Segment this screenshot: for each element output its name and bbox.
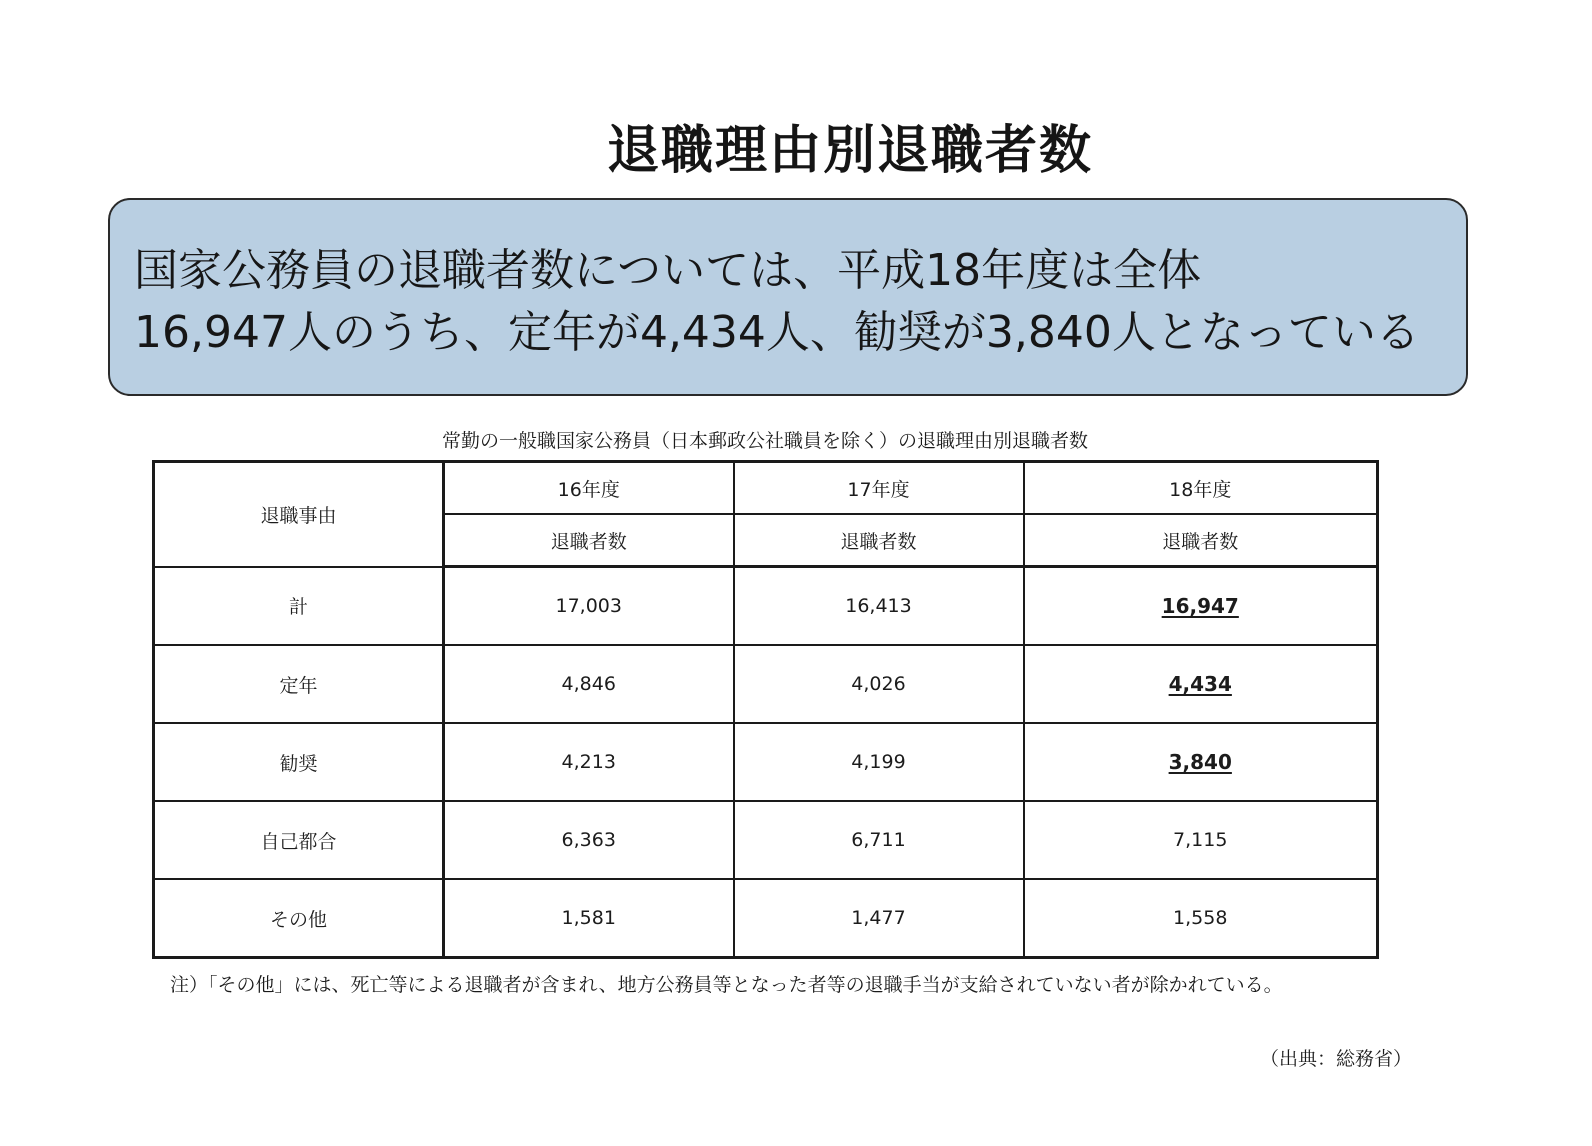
table-row <box>154 801 1378 879</box>
table-cell-highlight: 3,840 <box>1024 723 1378 801</box>
row-label-other: その他 <box>154 879 444 958</box>
page-title: 退職理由別退職者数 <box>606 121 1093 181</box>
table-cell-highlight: 16,947 <box>1024 567 1378 646</box>
year-header-17: 17年度 <box>734 462 1024 515</box>
footnote: 注）「その他」には、死亡等による退職者が含まれ、地方公務員等となった者等の退職手当が支給されていない者が除かれている。 <box>170 974 1283 996</box>
year-header-18: 18年度 <box>1024 462 1378 515</box>
table-cell: 6,363 <box>444 801 734 879</box>
header-row-years <box>154 462 1378 515</box>
retirement-table <box>152 460 1379 959</box>
year-header-16: 16年度 <box>444 462 734 515</box>
row-header-cell: 退職事由 <box>154 462 444 567</box>
row-label-mandatory-retirement: 定年 <box>154 645 444 723</box>
table-caption: 常勤の一般職国家公務員（日本郵政公社職員を除く）の退職理由別退職者数 <box>441 430 1088 452</box>
summary-box <box>108 198 1468 396</box>
table-row <box>154 645 1378 723</box>
source-citation: （出典：総務省） <box>1260 1048 1413 1070</box>
sub-header-18: 退職者数 <box>1024 514 1378 567</box>
table-cell: 1,477 <box>734 879 1024 958</box>
sub-header-17: 退職者数 <box>734 514 1024 567</box>
table-cell-highlight: 4,434 <box>1024 645 1378 723</box>
summary-line-2: 16,947人のうち、定年が4,434人、勧奨が3,840人となっている <box>134 307 1420 358</box>
sub-header-16: 退職者数 <box>444 514 734 567</box>
table-row <box>154 723 1378 801</box>
table-cell: 4,199 <box>734 723 1024 801</box>
table-cell: 7,115 <box>1024 801 1378 879</box>
row-label-encouraged-retirement: 勧奨 <box>154 723 444 801</box>
table-row <box>154 879 1378 958</box>
table-cell: 6,711 <box>734 801 1024 879</box>
table-cell: 4,846 <box>444 645 734 723</box>
table-cell: 17,003 <box>444 567 734 646</box>
table-cell: 4,026 <box>734 645 1024 723</box>
table-cell: 1,558 <box>1024 879 1378 958</box>
row-label-total: 計 <box>154 567 444 646</box>
table-cell: 1,581 <box>444 879 734 958</box>
summary-line-1: 国家公務員の退職者数については、平成18年度は全体 <box>134 245 1202 296</box>
row-label-voluntary: 自己都合 <box>154 801 444 879</box>
table-row <box>154 567 1378 646</box>
table-cell: 4,213 <box>444 723 734 801</box>
table-cell: 16,413 <box>734 567 1024 646</box>
